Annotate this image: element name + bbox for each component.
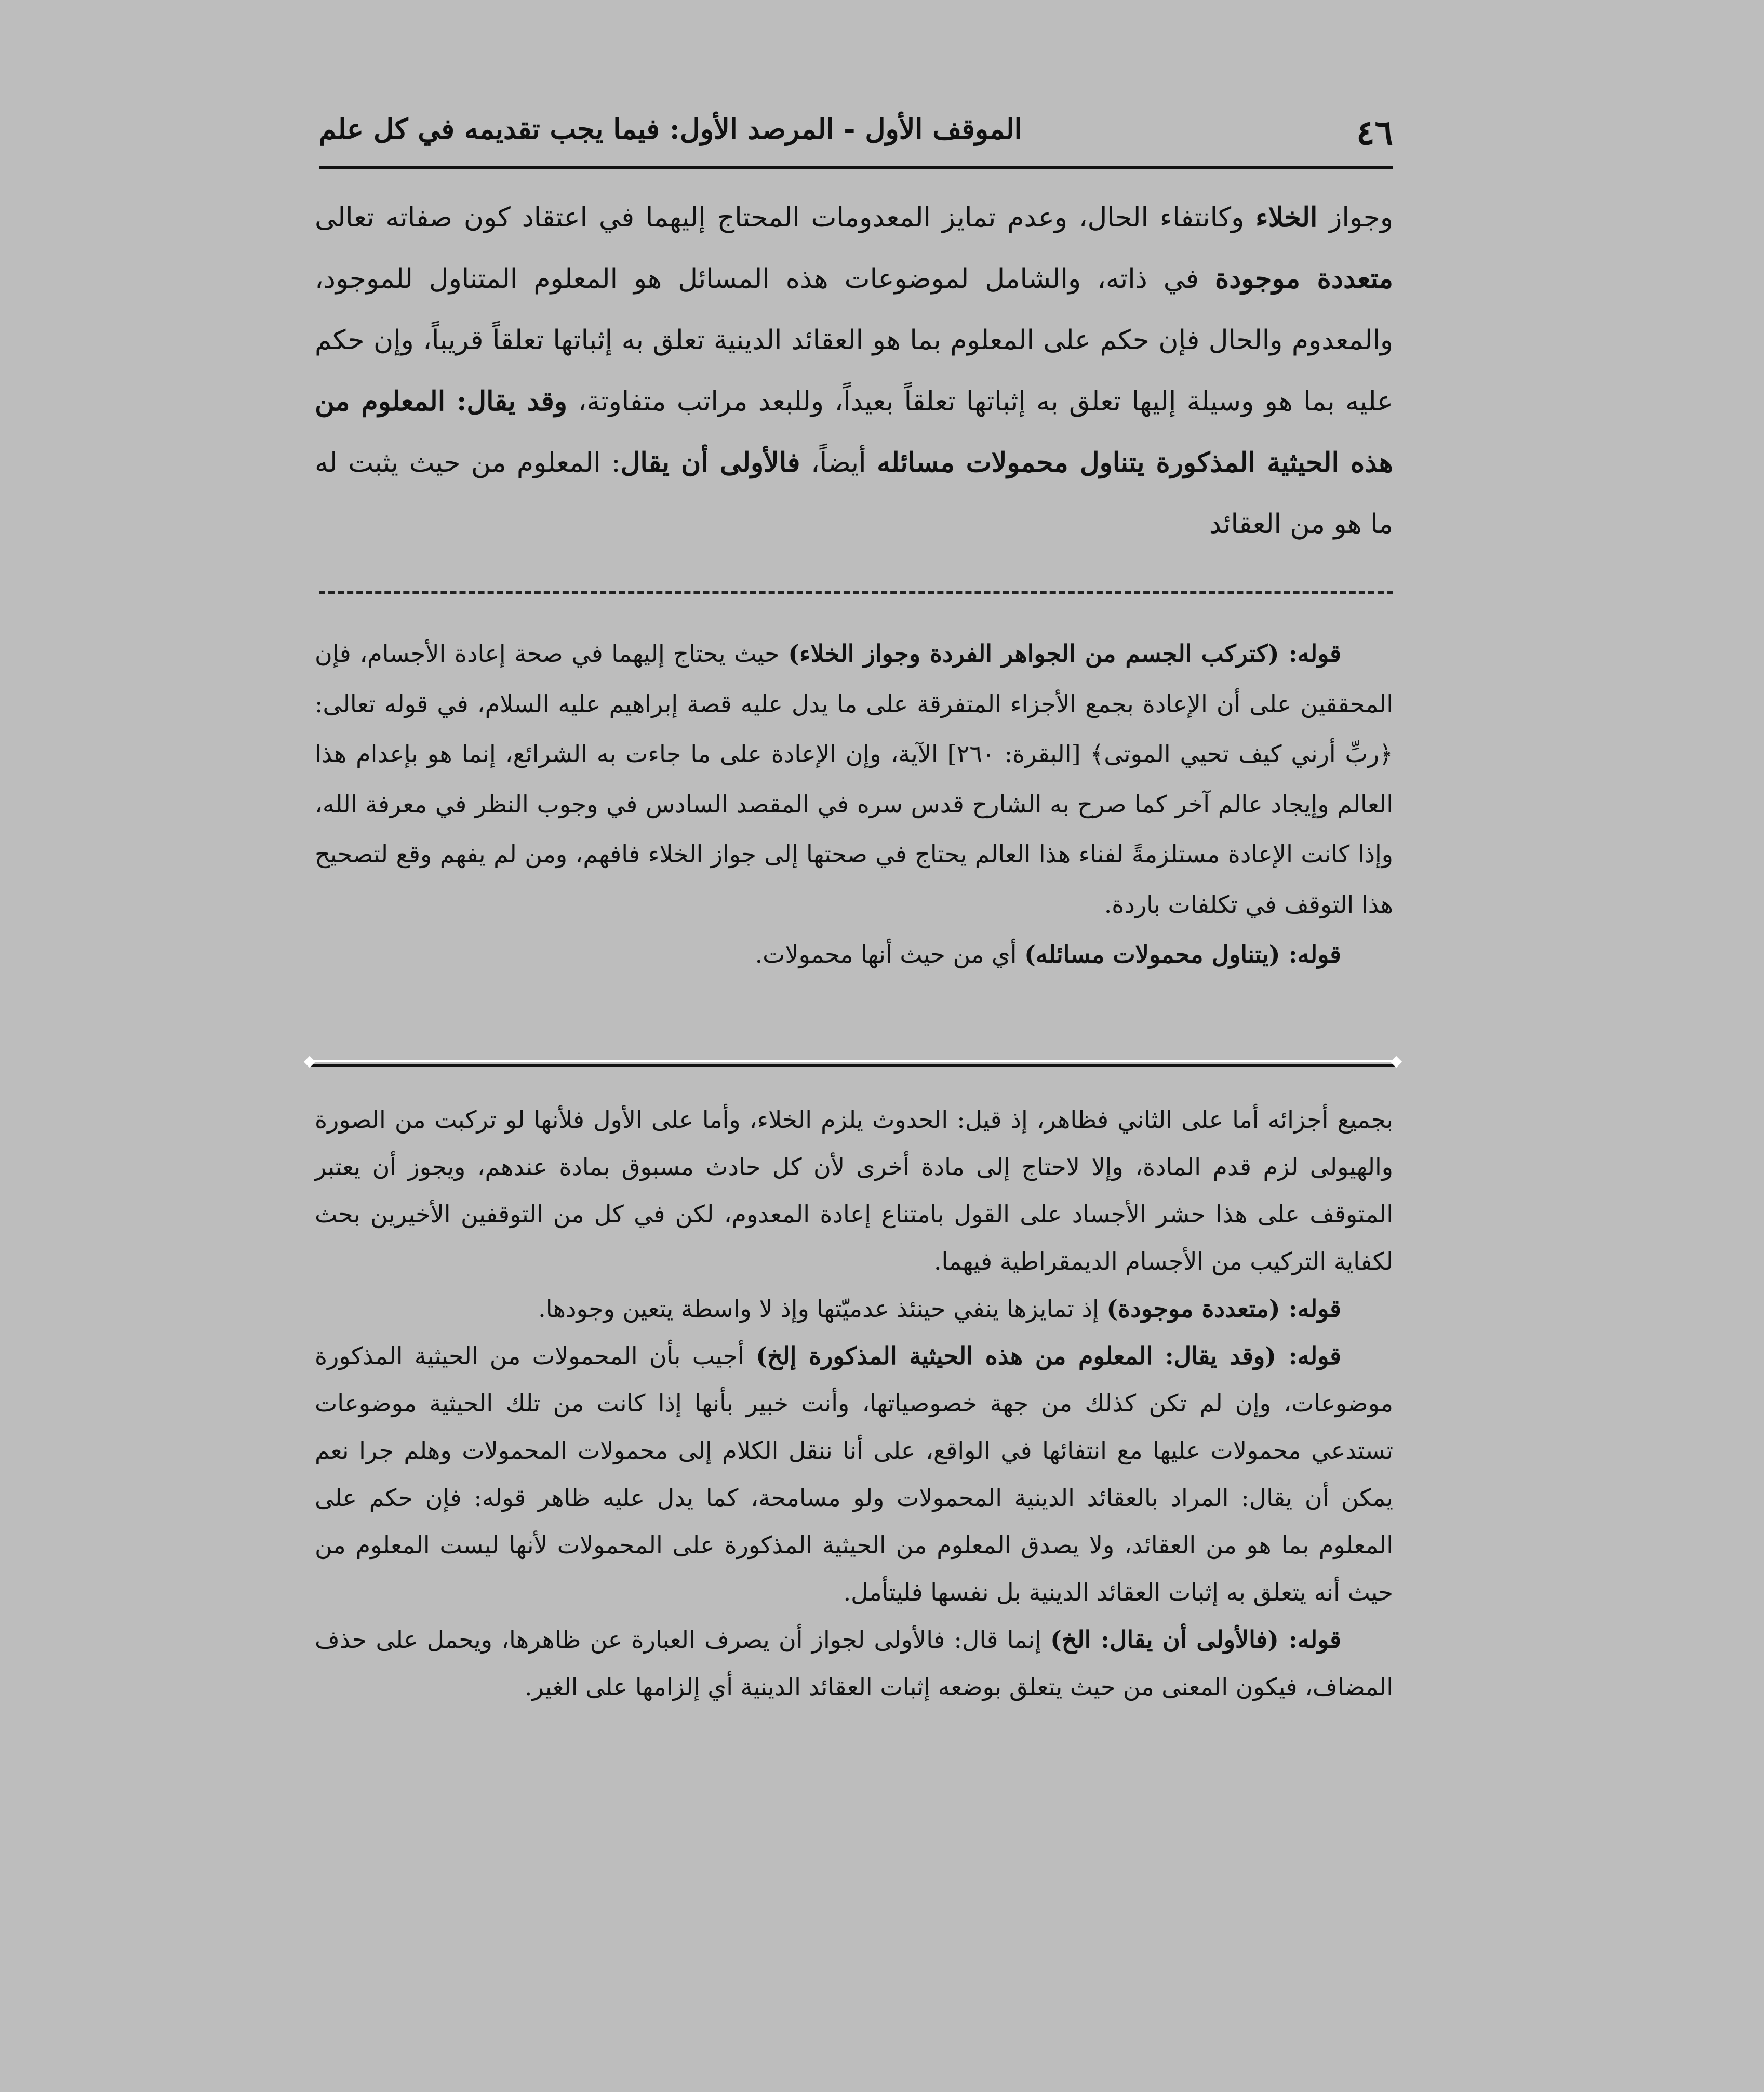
page-number: ٤٦ bbox=[1356, 112, 1393, 153]
bold-text-run: متعددة موجودة bbox=[1215, 263, 1394, 295]
page-header bbox=[319, 107, 1393, 164]
main-text bbox=[315, 187, 1393, 555]
text-run: بجميع أجزائه أما على الثاني فظاهر، إذ قيل: الحدوث يلزم الخلاء، وأما على الأول فلأنها لو تركبت من الصورة والهيولى لزم قدم المادة، وإلا لاحتاج إلى مادة أخرى لأن كل حادث مسبوق بمادة عندهم، ويجوز أن يعتبر المتوقف على هذا حشر الأجساد على القول بامتناع إعادة المعدوم، لكن في كل من التوقفين الأخيرين بحث لكفاية التركيب من الأجسام الديمقراطية فيهما. bbox=[315, 1105, 1393, 1275]
text-run: حيث يحتاج إليهما في صحة إعادة الأجسام، فإن المحققين على أن الإعادة بجمع الأجزاء المتفرقة على ما يدل عليه قصة إبراهيم عليه السلام، في قوله تعالى: ﴿ربِّ أرني كيف تحيي الموتى﴾ [البقرة: ٢٦٠] الآية، وإن الإعادة على ما جاءت به الشرائع، إنما هو بإعدام هذا العالم وإيجاد عالم آخر كما صرح به الشارح قدس سره في المقصد السادس في وجوب النظر في معرفة الله، وإذا كانت الإعادة مستلزمةً لفناء هذا العالم يحتاج في صحتها إلى جواز الخلاء فافهم، ومن لم يفهم وقع لتصحيح هذا التوقف في تكلفات باردة. bbox=[315, 639, 1393, 918]
bold-text-run: قوله: bbox=[1280, 1295, 1341, 1323]
bold-text-run: قوله: bbox=[1278, 1625, 1341, 1654]
bold-text-run: قوله: bbox=[1280, 940, 1341, 968]
text-run: إنما قال: فالأولى لجواز أن يصرف العبارة عن ظاهرها، ويحمل على حذف المضاف، فيكون المعنى من حيث يتعلق بوضعه إثبات العقائد الدينية أي إلزامها على الغير. bbox=[315, 1625, 1393, 1701]
bold-text-run: (متعددة موجودة) bbox=[1106, 1295, 1280, 1323]
bold-text-run: (وقد يقال: المعلوم من هذه الحيثية المذكورة إلخ) bbox=[756, 1342, 1276, 1370]
dashed-separator bbox=[319, 591, 1393, 594]
commentary-bottom bbox=[315, 1096, 1393, 1711]
commentary-paragraph bbox=[315, 1096, 1393, 1285]
bold-text-run: (يتناول محمولات مسائله) bbox=[1024, 940, 1280, 968]
text-run: أيضاً، bbox=[800, 447, 877, 478]
running-title: الموقف الأول - المرصد الأول: فيما يجب تقديمه في كل علم bbox=[319, 112, 1022, 145]
commentary-paragraph bbox=[315, 1616, 1393, 1711]
bold-text-run: الخلاء bbox=[1255, 202, 1318, 233]
text-run: : المعلوم من حيث يثبت له ما هو من العقائد bbox=[315, 447, 1393, 540]
text-run: وكانتفاء الحال، وعدم تمايز المعدومات المحتاج إليهما في اعتقاد كون صفاته تعالى bbox=[315, 202, 1256, 233]
commentary-paragraph bbox=[315, 1333, 1393, 1616]
text-run: وجواز bbox=[1317, 202, 1393, 233]
commentary-top bbox=[315, 629, 1393, 980]
commentary-paragraph bbox=[315, 929, 1393, 980]
bold-text-run: وقد يقال: المعلوم من هذه الحيثية المذكورة يتناول محمولات مسائله bbox=[315, 385, 1393, 478]
commentary-paragraph bbox=[315, 1285, 1393, 1333]
bold-text-run: (كتركب الجسم من الجواهر الفردة وجواز الخلاء) bbox=[788, 639, 1279, 668]
double-separator bbox=[309, 1060, 1397, 1069]
bold-text-run: قوله: bbox=[1276, 1342, 1341, 1370]
text-run: في ذاته، والشامل لموضوعات هذه المسائل هو المعلوم المتناول للموجود، والمعدوم والحال فإن حكم على المعلوم بما هو العقائد الدينية تعلق به إثباتها تعلقاً قريباً، وإن حكم عليه بما هو وسيلة إليها تعلق به إثباتها تعلقاً بعيداً، وللبعد مراتب متفاوتة، bbox=[315, 263, 1393, 417]
bold-text-run: (فالأولى أن يقال: الخ) bbox=[1050, 1625, 1279, 1654]
text-run: أي من حيث أنها محمولات. bbox=[755, 940, 1025, 968]
bold-text-run: قوله: bbox=[1279, 639, 1341, 668]
main-paragraph bbox=[315, 187, 1393, 555]
commentary-paragraph bbox=[315, 629, 1393, 929]
text-run: أجيب بأن المحمولات من الحيثية المذكورة موضوعات، وإن لم تكن كذلك من جهة خصوصياتها، وأنت خبير بأنها إذا كانت من تلك الحيثية موضوعات تستدعي محمولات عليها مع انتفائها في الواقع، على أنا ننقل الكلام إلى محمولات المحمولات وهلم جرا نعم يمكن أن يقال: المراد بالعقائد الدينية المحمولات ولو مسامحة، كما يدل عليه ظاهر قوله: فإن حكم على المعلوم بما هو من العقائد، ولا يصدق المعلوم من الحيثية المذكورة على المحمولات لأنها ليست المعلوم من حيث أنه يتعلق به إثبات العقائد الدينية بل نفسها فليتأمل. bbox=[315, 1342, 1393, 1606]
text-run: إذ تمايزها ينفي حينئذ عدميّتها وإذ لا واسطة يتعين وجودها. bbox=[538, 1295, 1107, 1323]
header-rule bbox=[319, 166, 1393, 169]
bold-text-run: فالأولى أن يقال bbox=[620, 447, 800, 478]
